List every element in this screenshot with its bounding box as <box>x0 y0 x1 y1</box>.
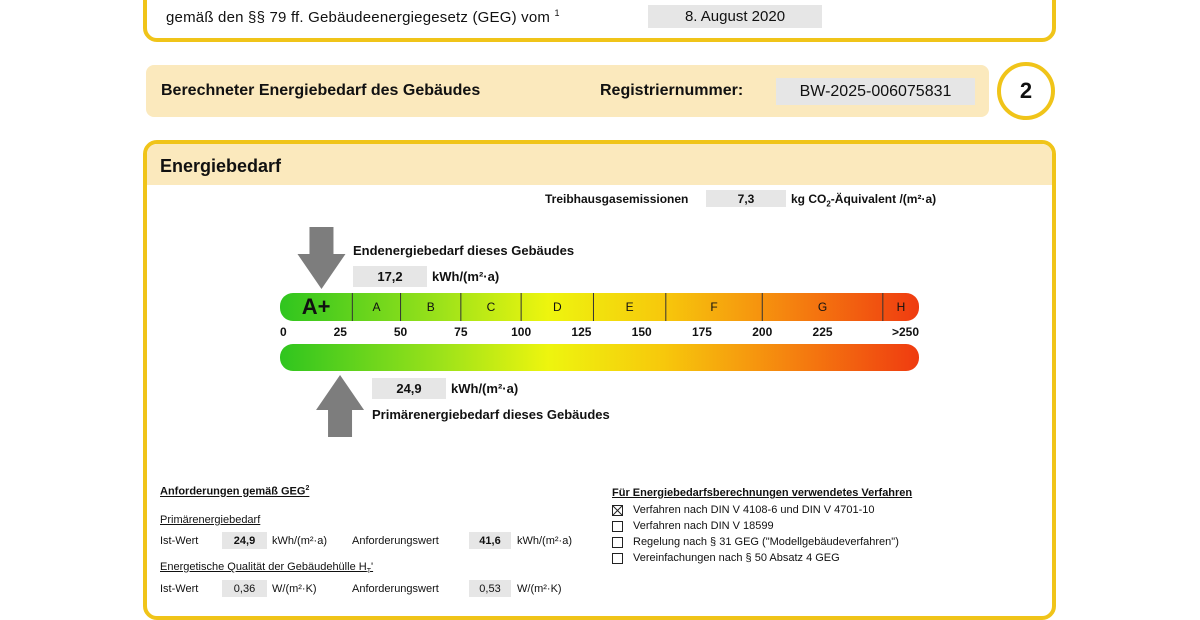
class-band-bottom <box>280 344 919 371</box>
end-energy-arrow-shape <box>297 227 345 289</box>
method-option[interactable] <box>612 518 899 534</box>
method-option[interactable] <box>612 550 899 566</box>
class-label: F <box>710 300 718 314</box>
envelope-ist-unit: W/(m²·K) <box>272 583 317 595</box>
method-option-checkbox[interactable] <box>612 505 623 516</box>
tick-label: 175 <box>691 325 712 339</box>
class-label: E <box>625 300 634 314</box>
envelope-req-value: 0,53 <box>479 582 501 595</box>
ghg-unit-subscript: 2 <box>826 199 831 209</box>
energy-demand-header <box>147 144 1052 185</box>
tick-label: 150 <box>631 325 652 339</box>
energy-demand-title: Energiebedarf <box>160 156 282 176</box>
section-title: Berechneter Energiebedarf des Gebäudes <box>161 82 481 99</box>
method-option-label: Regelung nach § 31 GEG ("Modellgebäudeverfahren") <box>633 536 899 548</box>
page-number-badge <box>997 62 1055 120</box>
primary-energy-label: Primärenergiebedarf dieses Gebäudes <box>372 407 610 422</box>
primary-requirement-heading: Primärenergiebedarf <box>160 514 261 526</box>
requirements-title <box>160 485 309 498</box>
page-number: 2 <box>1019 78 1033 103</box>
envelope-req-value-box <box>469 580 511 597</box>
end-energy-unit: kWh/(m²·a) <box>432 269 500 284</box>
legal-basis-date-text: 8. August 2020 <box>684 8 786 25</box>
method-option-label: Verfahren nach DIN V 4108-6 und DIN V 4701-10 <box>633 504 875 516</box>
tick-label: 50 <box>393 325 408 339</box>
primary-ist-value: 24,9 <box>233 534 256 547</box>
primary-req-value-box <box>469 532 511 549</box>
envelope-ist-value-box <box>222 580 267 597</box>
tick-label: 25 <box>333 325 347 339</box>
ghg-value-box <box>706 190 786 207</box>
tick-label: 225 <box>812 325 833 339</box>
envelope-req-unit: W/(m²·K) <box>517 583 562 595</box>
class-label: H <box>896 300 906 314</box>
envelope-req-label: Anforderungswert <box>352 583 439 595</box>
method-option-checkbox[interactable] <box>612 521 623 532</box>
primary-ist-unit: kWh/(m²·a) <box>272 535 327 547</box>
energy-scale <box>270 220 930 445</box>
tick-label: 125 <box>571 325 592 339</box>
primary-ist-label: Ist-Wert <box>160 535 199 547</box>
method-option-checkbox[interactable] <box>612 553 623 564</box>
tick-label: 100 <box>511 325 532 339</box>
primary-energy-value: 24,9 <box>396 381 422 396</box>
envelope-ist-value: 0,36 <box>233 582 256 595</box>
class-label: B <box>426 300 435 314</box>
primary-energy-unit: kWh/(m²·a) <box>451 381 519 396</box>
class-label: C <box>486 300 496 314</box>
method-option-label: Vereinfachungen nach § 50 Absatz 4 GEG <box>633 552 840 564</box>
end-energy-label: Endenergiebedarf dieses Gebäudes <box>353 243 575 258</box>
tick-label: >250 <box>891 325 919 339</box>
registration-label: Registriernummer: <box>600 82 744 99</box>
primary-ist-value-box <box>222 532 267 549</box>
requirements-title-text: Anforderungen gemäß GEG <box>160 485 306 498</box>
class-label: A+ <box>301 294 331 319</box>
tick-label: 200 <box>752 325 773 339</box>
envelope-heading-prime: ' <box>370 561 374 573</box>
registration-number <box>776 78 975 105</box>
primary-req-unit: kWh/(m²·a) <box>517 535 572 547</box>
method-option[interactable] <box>612 502 899 518</box>
end-energy-arrow <box>297 227 345 289</box>
method-option-label: Verfahren nach DIN V 18599 <box>633 520 774 532</box>
legal-basis-date <box>648 5 822 28</box>
ghg-label: Treibhausgasemissionen <box>545 192 689 206</box>
class-label: G <box>817 300 828 314</box>
ghg-unit-prefix: kg CO <box>791 192 827 206</box>
primary-req-label: Anforderungswert <box>352 535 439 547</box>
method-option[interactable] <box>612 534 899 550</box>
ghg-unit <box>791 192 936 208</box>
ghg-unit-suffix: -Äquivalent /(m²·a) <box>830 192 937 206</box>
class-label: D <box>552 300 562 314</box>
ghg-value: 7,3 <box>737 191 755 206</box>
end-energy-value: 17,2 <box>377 269 403 284</box>
legal-basis-text <box>166 8 560 26</box>
tick-label: 75 <box>454 325 468 339</box>
primary-energy-arrow-shape <box>316 375 364 437</box>
method-title: Für Energiebedarfsberechnungen verwendetes Verfahren <box>612 487 913 499</box>
envelope-ist-label: Ist-Wert <box>160 583 199 595</box>
registration-number-text: BW-2025-006075831 <box>799 82 952 100</box>
primary-req-value: 41,6 <box>479 534 501 547</box>
legal-basis-footnote: 1 <box>554 8 560 18</box>
requirements-footnote: 2 <box>305 485 310 492</box>
method-option-checkbox[interactable] <box>612 537 623 548</box>
legal-basis-label: gemäß den §§ 79 ff. Gebäudeenergiegesetz (GEG) vom <box>166 9 551 26</box>
envelope-heading-text: Energetische Qualität der Gebäudehülle H <box>160 561 367 573</box>
method-options <box>612 502 899 566</box>
envelope-heading <box>160 561 373 575</box>
class-label: A <box>372 300 381 314</box>
envelope-heading-subscript: T <box>366 568 371 576</box>
primary-energy-arrow <box>316 375 364 437</box>
tick-label: 0 <box>280 325 287 339</box>
